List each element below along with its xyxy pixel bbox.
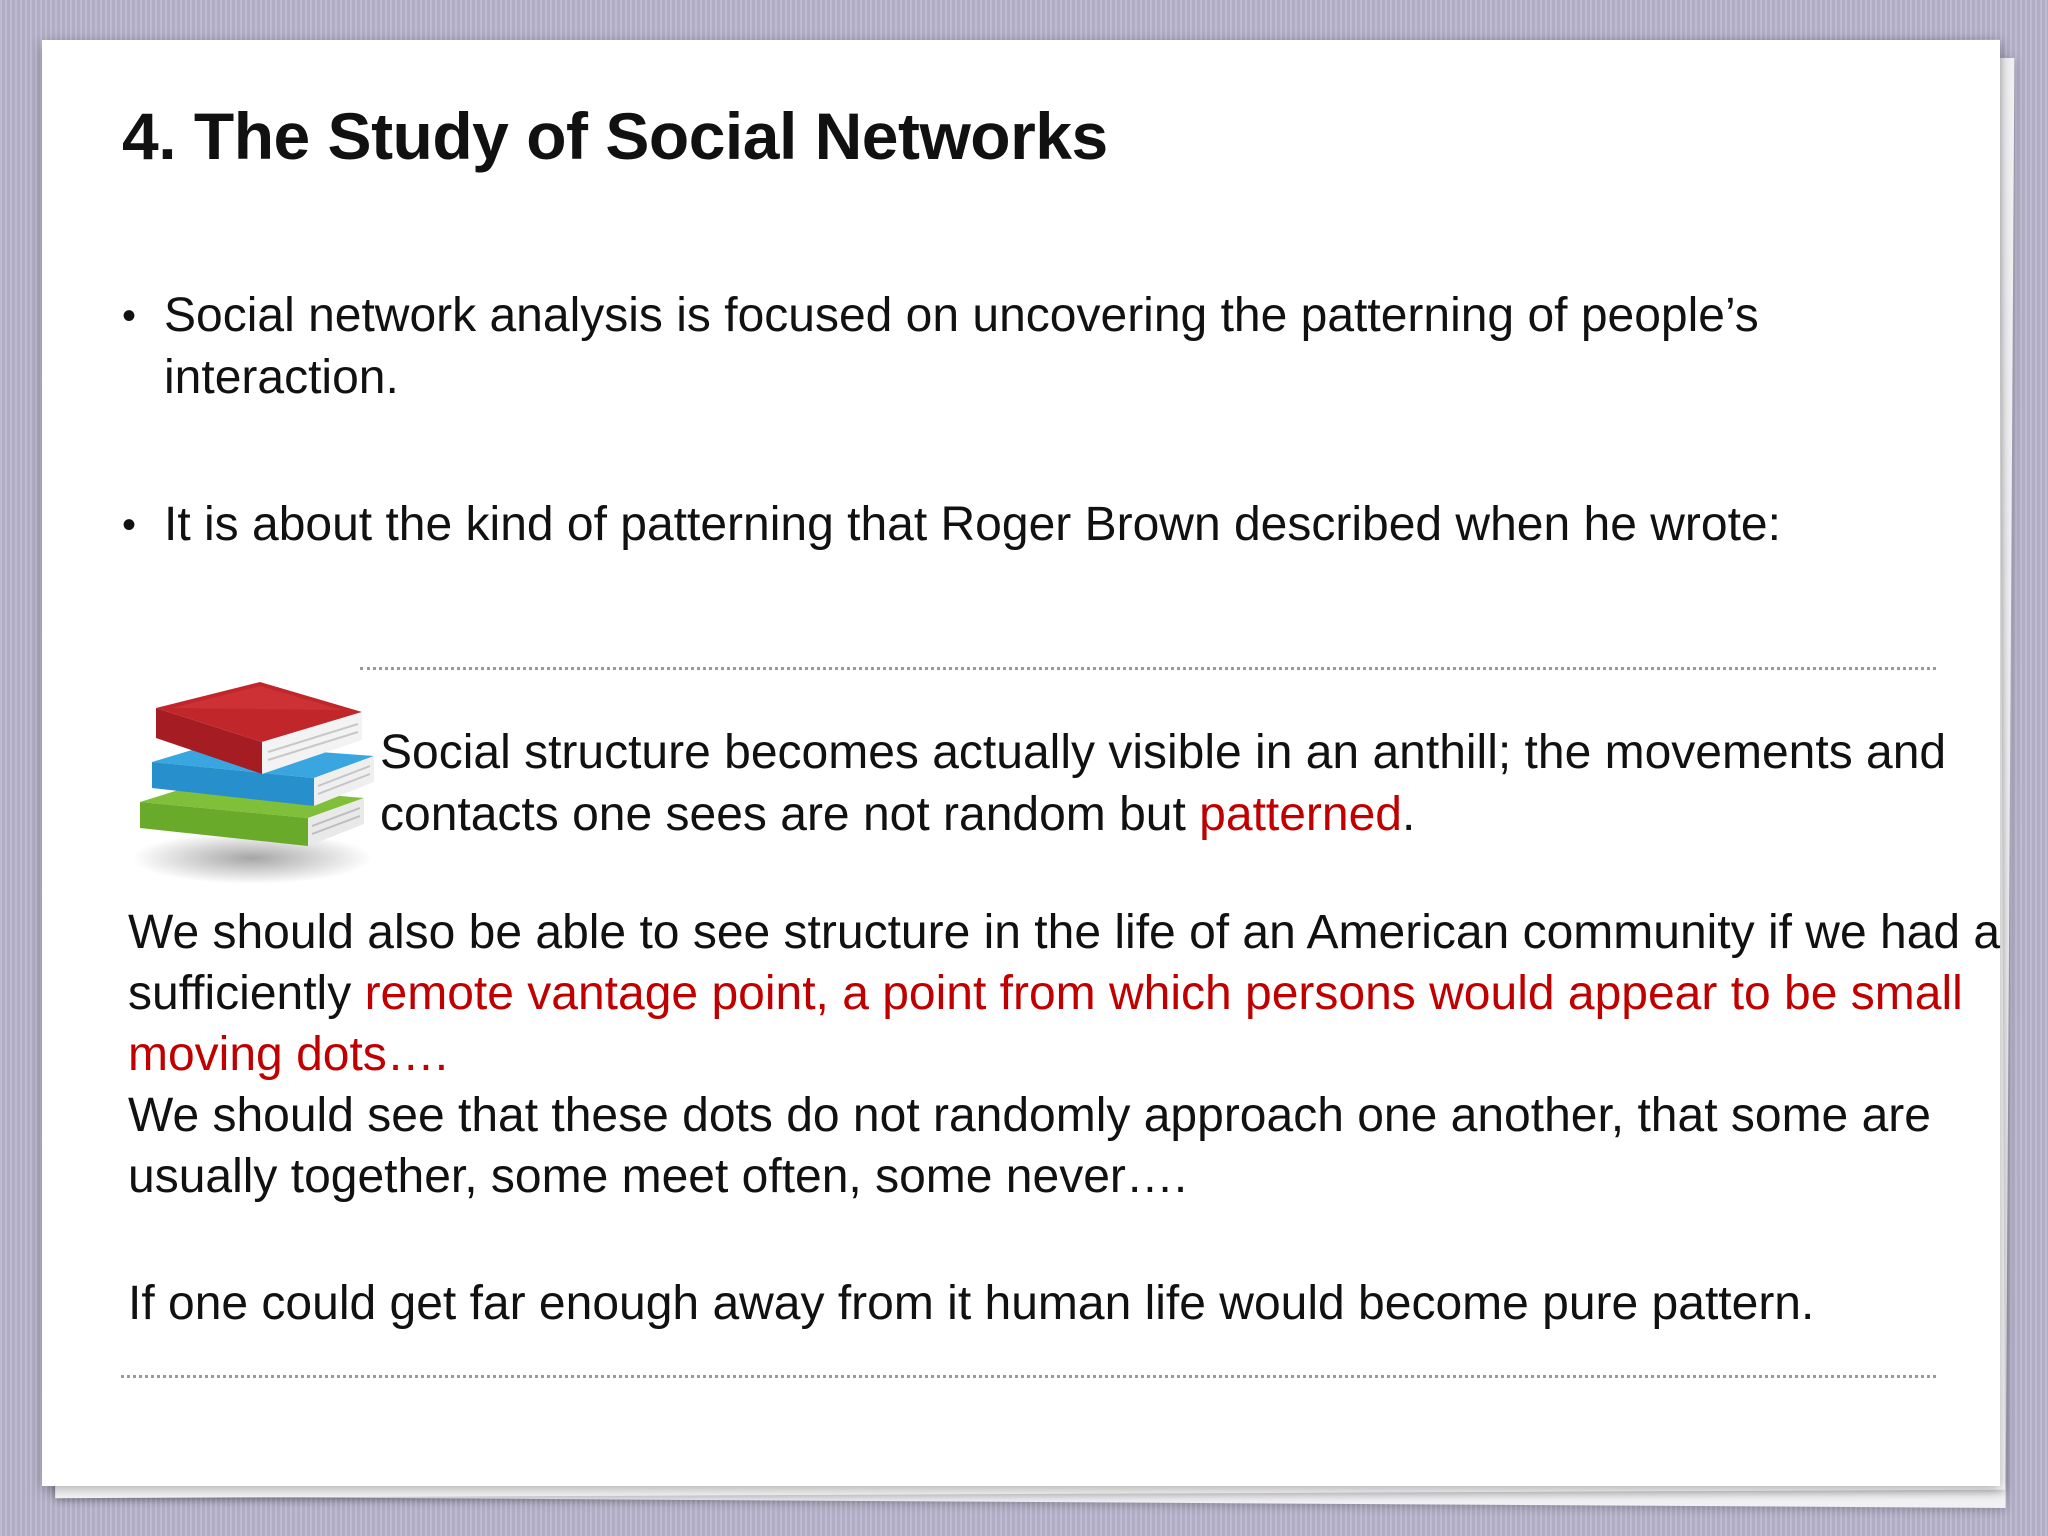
quote-body-text xyxy=(128,902,2008,1207)
bullet-item xyxy=(122,285,1922,409)
bullet-text: It is about the kind of patterning that Roger Brown described when he wrote: xyxy=(164,498,1781,551)
slide-page xyxy=(42,40,2000,1486)
slide-title: 4. The Study of Social Networks xyxy=(122,99,1108,173)
quote-divider-bottom xyxy=(121,1375,1936,1378)
bullet-marker: • xyxy=(122,294,137,338)
quote-lead-end: . xyxy=(1402,788,1416,841)
bullet-item xyxy=(122,494,1922,556)
quote-closing-text: If one could get far enough away from it human life would become pure pattern. xyxy=(128,1277,1815,1330)
quote-lead-part: Social structure becomes actually visible in an anthill; the movements and contacts one sees are not random but xyxy=(380,726,1947,841)
bullet-marker: • xyxy=(122,503,137,547)
quote-lead-text xyxy=(380,722,2020,846)
quote-body-part: We should see that these dots do not randomly approach one another, that some are usually together, some meet often, some never…. xyxy=(128,1089,1931,1203)
quote-highlight: patterned xyxy=(1199,788,1402,841)
quote-body-part: We should also be able to see structure in the life of an American community if we had a sufficiently xyxy=(128,906,2001,1020)
quote-divider-top xyxy=(360,667,1936,670)
bullet-list xyxy=(122,285,1922,556)
quote-highlight: remote vantage point, a point from which persons would appear to be small moving dots…. xyxy=(128,967,1963,1081)
books-icon xyxy=(112,650,374,890)
bullet-text: Social network analysis is focused on uncovering the patterning of people’s interaction. xyxy=(164,289,1759,404)
